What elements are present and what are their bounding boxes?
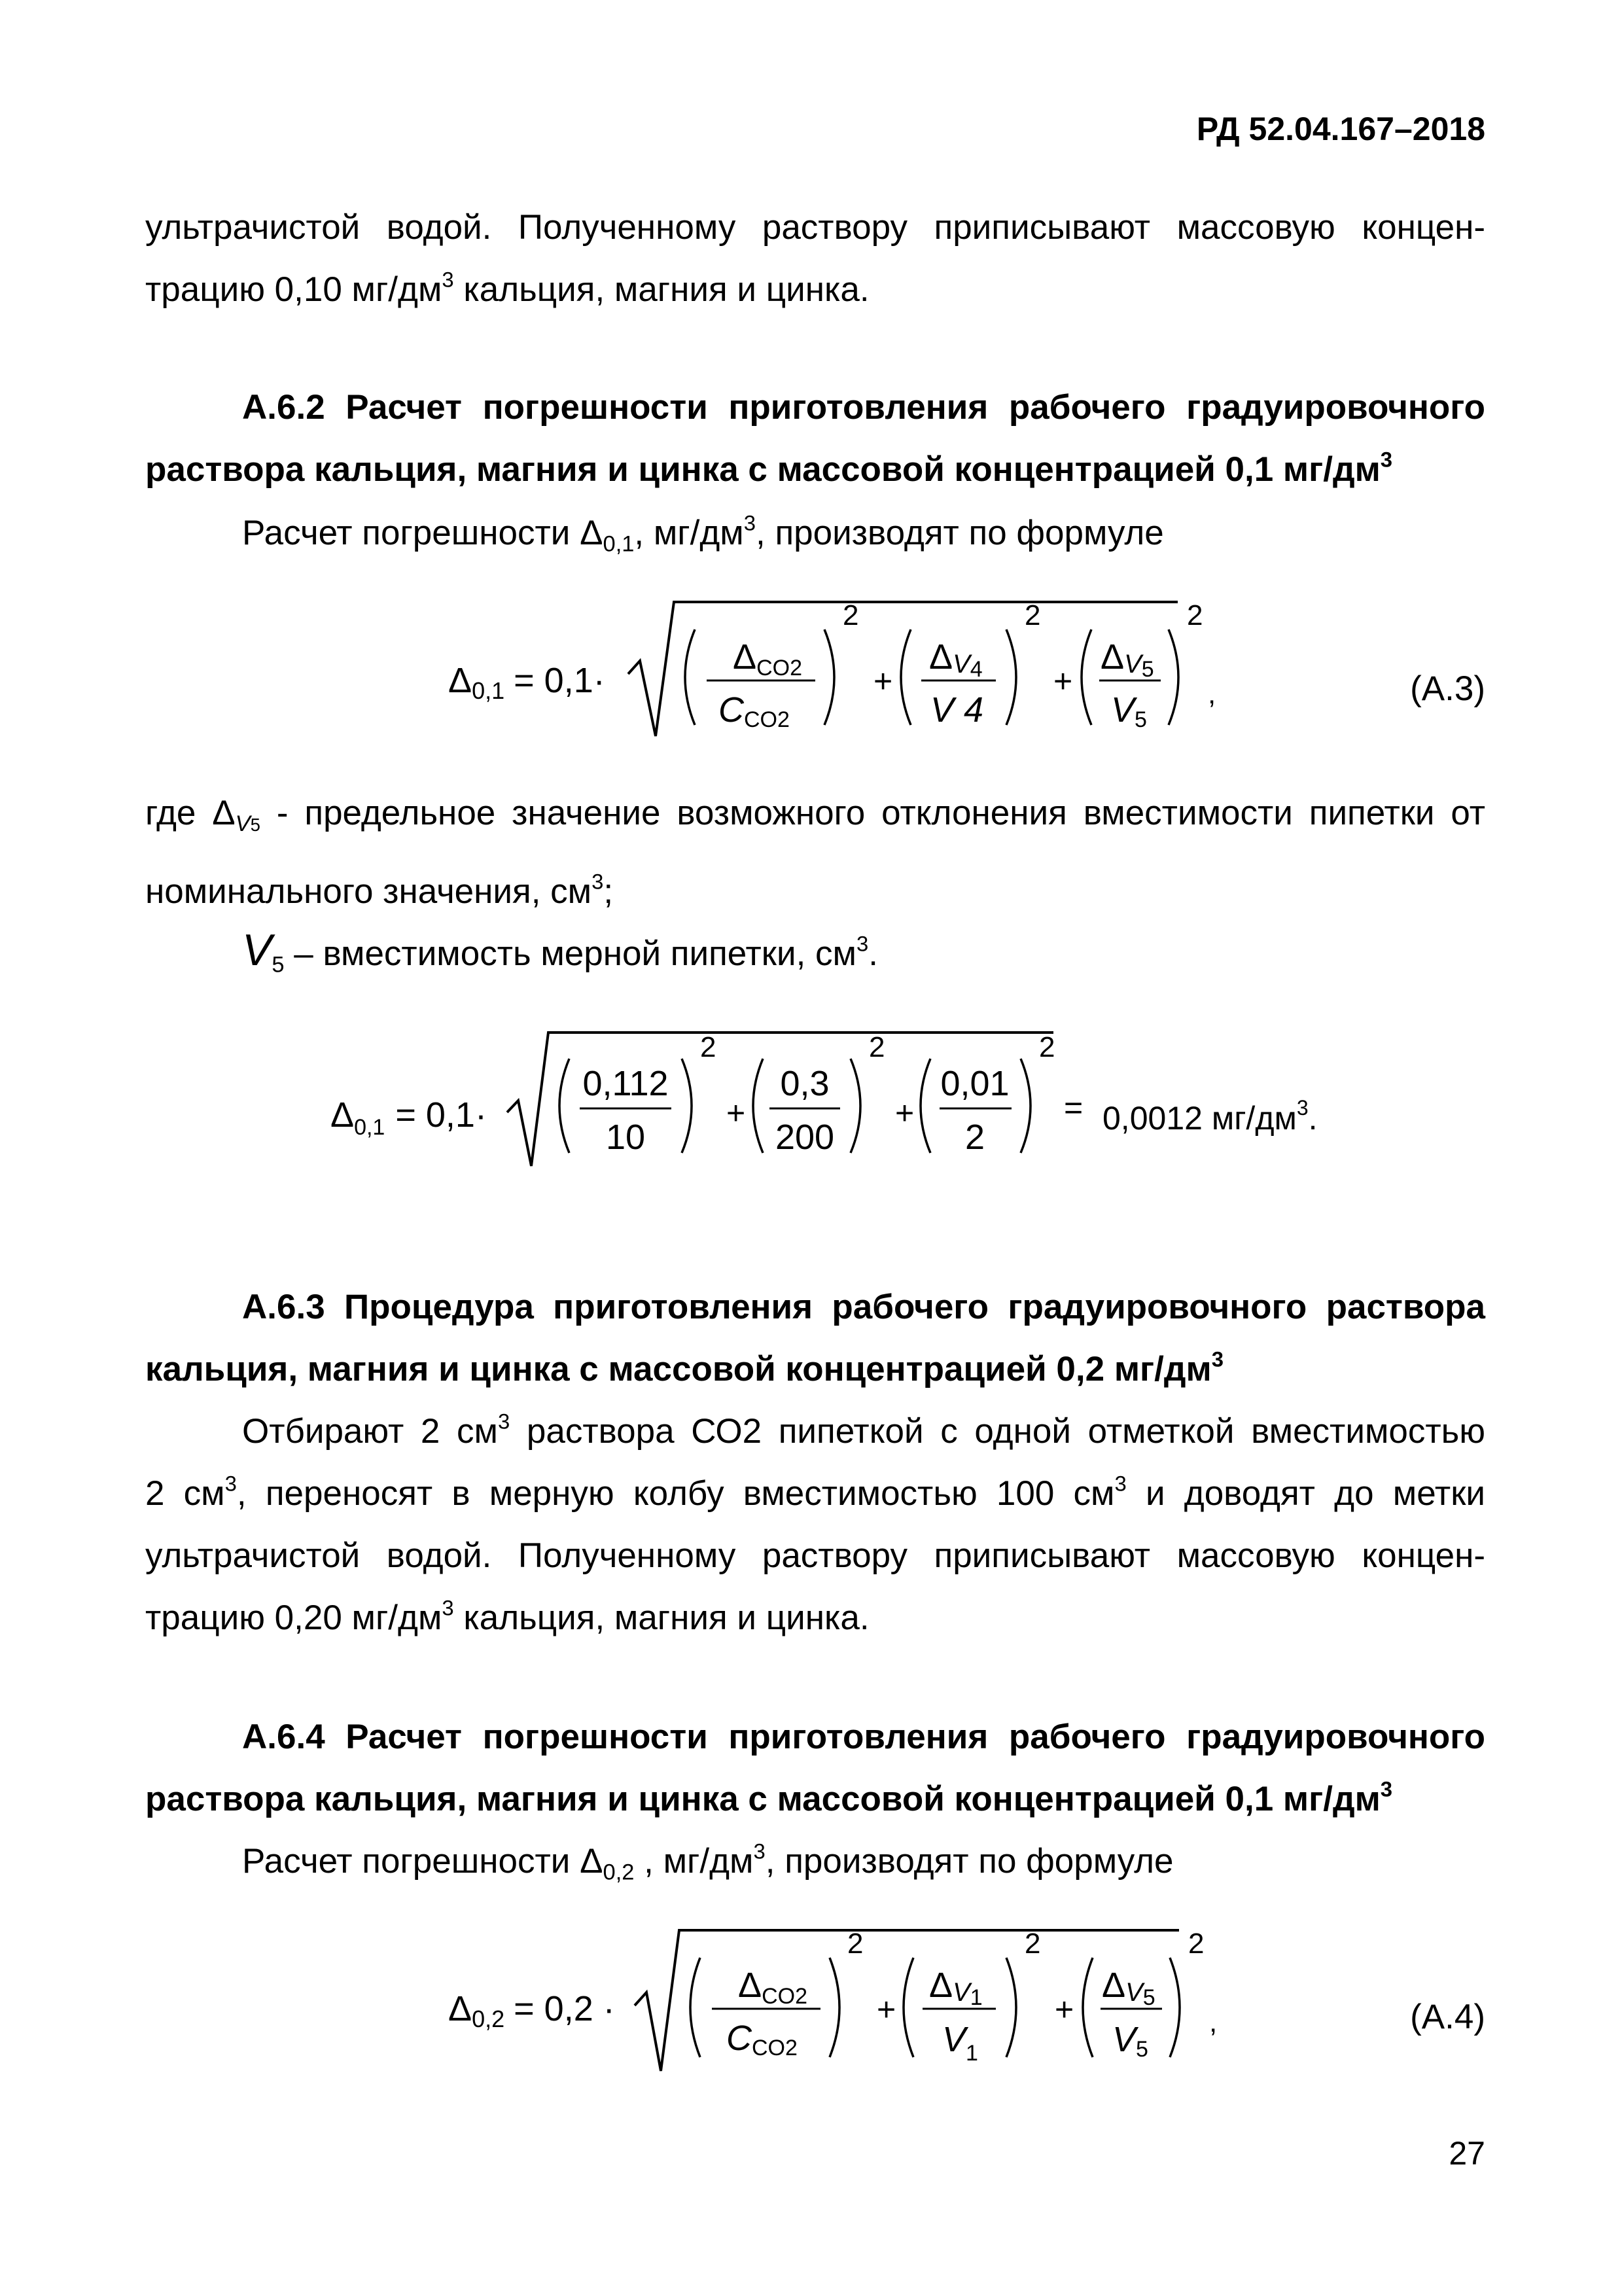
formula-comma: , bbox=[1208, 678, 1216, 710]
exponent: 2 bbox=[700, 1031, 716, 1063]
fraction-numerator: ΔCO2 bbox=[738, 1966, 807, 2009]
paren-left bbox=[559, 1059, 569, 1153]
plus-sign: + bbox=[726, 1095, 746, 1131]
fraction-denominator: V 4 bbox=[930, 690, 984, 730]
exponent: 2 bbox=[1025, 1928, 1041, 1960]
section-heading-a62: А.6.2 Расчет погрешности приготовления рабочего градуировочного раствора кальция, магния и цинка с массовой концентрацией 0,1 $мг/дм^3$ bbox=[145, 388, 1485, 489]
equals-sign: = bbox=[1064, 1089, 1084, 1126]
exponent: 2 bbox=[847, 1928, 864, 1960]
document-id: РД 52.04.167–2018 bbox=[1196, 111, 1485, 147]
paren-right bbox=[851, 1059, 860, 1153]
fraction-numerator: 0,01 bbox=[940, 1064, 1010, 1103]
paragraph-a63: Отбирают 2 $см^3$ раствора СО2 пипеткой с одной отметкой вместимостью 2 $см^3$, переносят в мерную колбу вместимостью 100 $см^3$ и доводят до метки ультрачистой водой. Полученному раствору приписывают массовую концен- трацию 0,20 $мг/дм^3$ кальция, магния и цинка. bbox=[145, 1409, 1485, 1637]
exponent: 2 bbox=[1025, 599, 1041, 631]
paragraph-continuation bbox=[145, 196, 1485, 321]
text-line: трацию 0,10 $мг/дм^3$ кальция, магния и цинка. bbox=[145, 267, 870, 309]
plus-sign: + bbox=[1055, 1991, 1074, 2028]
plus-sign: + bbox=[877, 1991, 896, 2028]
page-number: 27 bbox=[1449, 2135, 1485, 2172]
plus-sign: + bbox=[1053, 663, 1073, 699]
paren-left bbox=[685, 629, 695, 725]
paren-left bbox=[690, 1958, 700, 2057]
formula-a4 bbox=[425, 1917, 1485, 2094]
paren-left bbox=[921, 1059, 930, 1153]
formula-number: (А.3) bbox=[1410, 669, 1485, 708]
paren-left bbox=[901, 629, 911, 725]
where-clause: где $\Delta_{V5}$ - предельное значение возможного отклонения вместимости пипетки от номинального значения, $см^3$; bbox=[145, 794, 1486, 911]
fraction-numerator: ΔV1 bbox=[929, 1966, 983, 2010]
variable-definition: $V_5$ – вместимость мерной пипетки, $см^3$. bbox=[242, 925, 878, 978]
paren-left bbox=[1082, 629, 1091, 725]
fraction-denominator: 200 bbox=[775, 1118, 835, 1157]
paren-right bbox=[1021, 1059, 1031, 1153]
calc-result: 0,0012 $мг/дм^3$. bbox=[1102, 1096, 1318, 1137]
text-line: ультрачистой водой. Полученному раствору приписывают массовую концен- bbox=[145, 208, 1485, 247]
formula-a3 bbox=[425, 589, 1485, 759]
formula-intro: Расчет погрешности $\Delta_{0,1}$, $мг/дм^3$, производят по формуле bbox=[242, 510, 1164, 557]
fraction-numerator: 0,3 bbox=[780, 1064, 830, 1103]
formula-comma: , bbox=[1209, 2006, 1218, 2038]
exponent: 2 bbox=[869, 1031, 885, 1063]
exponent: 2 bbox=[1187, 599, 1203, 631]
exponent: 2 bbox=[843, 599, 859, 631]
paren-right bbox=[1169, 629, 1178, 725]
formula-lhs: Δ0,2 = 0,2 · bbox=[448, 1989, 615, 2032]
fraction-denominator: $V_1$ bbox=[942, 2020, 978, 2066]
fraction-numerator: 0,112 bbox=[582, 1064, 669, 1103]
exponent: 2 bbox=[1039, 1031, 1055, 1063]
section-heading-a64: А.6.4 Расчет погрешности приготовления рабочего градуировочного раствора кальция, магния и цинка с массовой концентрацией 0,1 $мг/дм^3$ bbox=[145, 1718, 1485, 1818]
fraction-numerator: ΔCO2 bbox=[733, 637, 802, 680]
plus-sign: + bbox=[873, 663, 893, 699]
formula-number: (А.4) bbox=[1410, 1998, 1485, 2036]
fraction-numerator: ΔV4 bbox=[929, 637, 983, 682]
formula-intro: Расчет погрешности $\Delta_{0,2}$ , $мг/дм^3$, производят по формуле bbox=[242, 1839, 1174, 1885]
sqrt-sign bbox=[628, 602, 1178, 736]
section-heading-a63: А.6.3 Процедура приготовления рабочего градуировочного раствора кальция, магния и цинка с массовой концентрацией 0,2 $мг/дм^3$ bbox=[145, 1288, 1485, 1388]
paren-right bbox=[1170, 1958, 1180, 2057]
paren-right bbox=[682, 1059, 692, 1153]
paren-right bbox=[830, 1958, 839, 2057]
paren-left bbox=[904, 1958, 913, 2057]
fraction-denominator: CCO2 bbox=[726, 2019, 798, 2060]
paren-right bbox=[1006, 629, 1016, 725]
fraction-numerator: ΔV5 bbox=[1102, 1966, 1155, 2010]
paren-right bbox=[1006, 1958, 1016, 2057]
calculation-a3 bbox=[321, 1021, 1394, 1184]
plus-sign: + bbox=[895, 1095, 915, 1131]
exponent: 2 bbox=[1188, 1928, 1205, 1960]
formula-lhs: Δ0,1 = 0,1· bbox=[448, 661, 605, 704]
fraction-denominator: 10 bbox=[605, 1118, 646, 1157]
paren-left bbox=[1083, 1958, 1093, 2057]
fraction-denominator: 2 bbox=[964, 1118, 985, 1157]
fraction-numerator: ΔV5 bbox=[1101, 637, 1154, 682]
fraction-denominator: CCO2 bbox=[718, 690, 790, 732]
fraction-denominator: V5 bbox=[1111, 690, 1147, 732]
paren-right bbox=[824, 629, 834, 725]
sqrt-sign bbox=[635, 1930, 1179, 2071]
fraction-denominator: V5 bbox=[1112, 2020, 1148, 2062]
calc-lhs: $\Delta_{0,1} = 0,1\cdot$ bbox=[330, 1095, 487, 1140]
paren-left bbox=[753, 1059, 763, 1153]
